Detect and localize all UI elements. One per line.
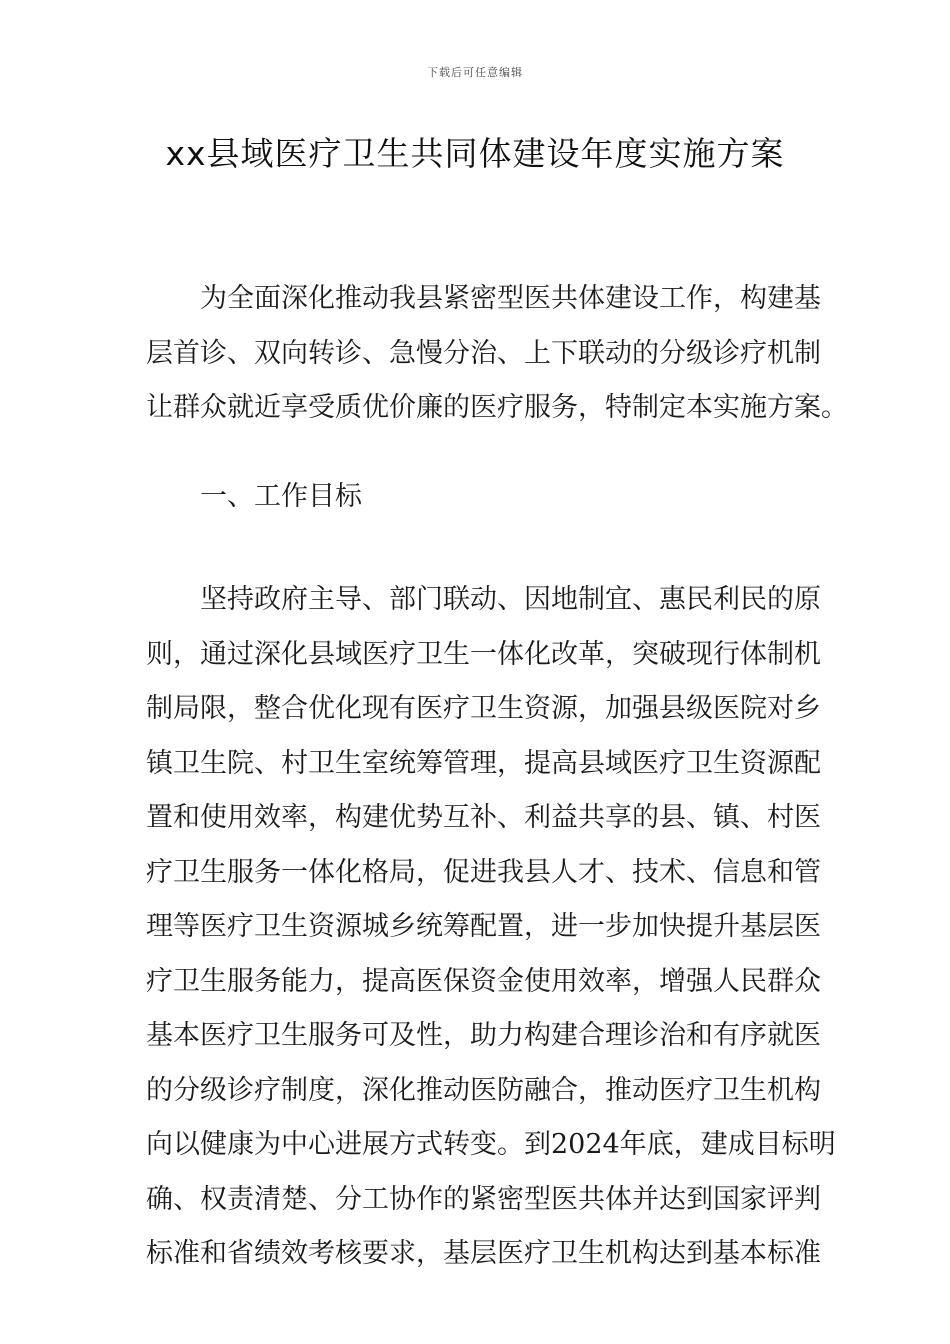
section-heading xyxy=(146,470,810,525)
objectives-paragraph xyxy=(146,573,836,1282)
paragraph-line: 坚持政府主导、部门联动、因地制宜、惠民利民的原 xyxy=(200,584,821,615)
paragraph-line: 层首诊、双向转诊、急慢分治、上下联动的分级诊疗机制 xyxy=(146,337,821,369)
paragraph-line: 疗卫生服务一体化格局，促进我县人才、技术、信息和管 xyxy=(146,856,821,888)
section-heading-text: 一、工作目标 xyxy=(200,481,362,512)
paragraph-line: 疗卫生服务能力，提高医保资金使用效率，增强人民群众 xyxy=(146,965,821,997)
paragraph-line: 确、权责清楚、分工协作的紧密型医共体并达到国家评判 xyxy=(146,1183,821,1215)
document-title: xx县域医疗卫生共同体建设年度实施方案 xyxy=(165,134,785,173)
paragraph-line: 的分级诊疗制度，深化推动医防融合，推动医疗卫生机构 xyxy=(146,1074,821,1106)
paragraph-line: 向以健康为中心进展方式转变。到2024年底，建成目标明 xyxy=(146,1129,836,1160)
paragraph-line: 基本医疗卫生服务可及性，助力构建合理诊治和有序就医 xyxy=(146,1020,821,1051)
header-note: 下载后可任意编辑 xyxy=(427,66,523,79)
paragraph-line: 制局限，整合优化现有医疗卫生资源，加强县级医院对乡 xyxy=(146,693,821,724)
intro-paragraph xyxy=(146,272,848,436)
paragraph-line: 则，通过深化县域医疗卫生一体化改革，突破现行体制机 xyxy=(146,638,821,670)
paragraph-line: 置和使用效率，构建优势互补、利益共享的县、镇、村医 xyxy=(146,802,821,833)
paragraph-line: 为全面深化推动我县紧密型医共体建设工作，构建基 xyxy=(200,283,821,314)
paragraph-line: 标准和省绩效考核要求，基层医疗卫生机构达到基本标准 xyxy=(146,1238,821,1269)
paragraph-line: 理等医疗卫生资源城乡统筹配置，进一步加快提升基层医 xyxy=(146,911,821,942)
paragraph-line: 镇卫生院、村卫生室统筹管理，提高县域医疗卫生资源配 xyxy=(146,747,821,779)
paragraph-line: 让群众就近享受质优价廉的医疗服务，特制定本实施方案。 xyxy=(146,392,848,423)
